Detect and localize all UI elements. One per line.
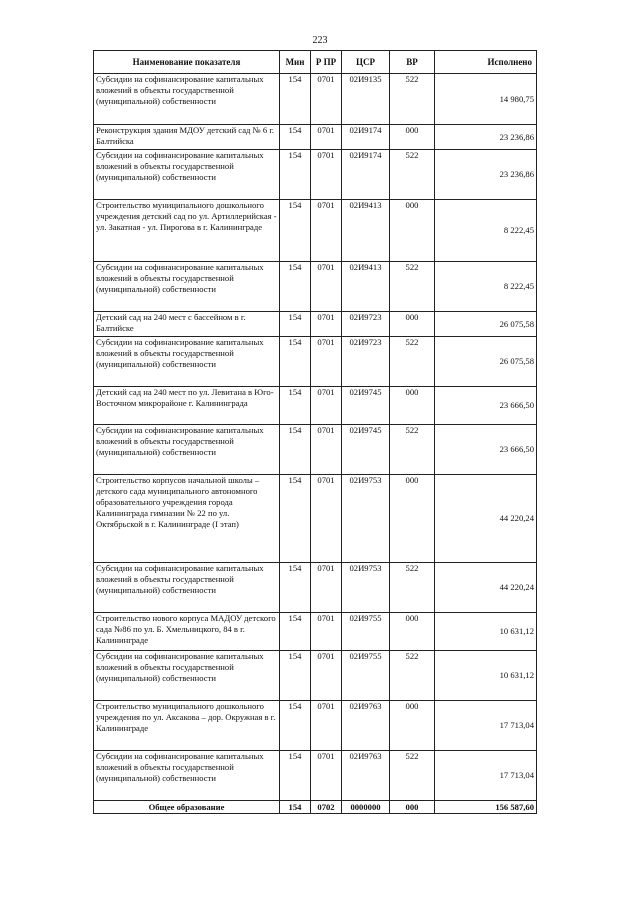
row-rpr: 0701 bbox=[311, 651, 342, 701]
table-row bbox=[94, 701, 537, 751]
total-amount: 156 587,60 bbox=[435, 801, 537, 814]
row-total: 14 980,75 bbox=[435, 74, 537, 125]
row-total: 8 222,45 bbox=[435, 262, 537, 312]
row-rpr: 0701 bbox=[311, 387, 342, 425]
row-min: 154 bbox=[280, 312, 311, 337]
row-total: 44 220,24 bbox=[435, 475, 537, 563]
row-total: 23 666,50 bbox=[435, 387, 537, 425]
row-csr: 02И9753 bbox=[342, 475, 390, 563]
row-min: 154 bbox=[280, 613, 311, 651]
row-csr: 02И9413 bbox=[342, 262, 390, 312]
row-csr: 02И9723 bbox=[342, 337, 390, 387]
row-min: 154 bbox=[280, 150, 311, 200]
row-rpr: 0701 bbox=[311, 262, 342, 312]
row-rpr: 0701 bbox=[311, 150, 342, 200]
row-vr: 000 bbox=[390, 387, 435, 425]
table-row bbox=[94, 337, 537, 387]
row-csr: 02И9755 bbox=[342, 651, 390, 701]
row-name: Строительство корпусов начальной школы – детского сада муниципального автономного образовательного учреждения города Калининграда гимназии № 22 по ул. Октябрьской в г. Калининграде (I этап) bbox=[94, 475, 280, 563]
table-row bbox=[94, 387, 537, 425]
row-rpr: 0701 bbox=[311, 563, 342, 613]
row-min: 154 bbox=[280, 74, 311, 125]
row-total: 17 713,04 bbox=[435, 751, 537, 801]
row-total: 10 631,12 bbox=[435, 651, 537, 701]
row-min: 154 bbox=[280, 262, 311, 312]
budget-table bbox=[93, 50, 537, 814]
row-total: 23 666,50 bbox=[435, 425, 537, 475]
row-total: 10 631,12 bbox=[435, 613, 537, 651]
row-vr: 522 bbox=[390, 150, 435, 200]
row-csr: 02И9745 bbox=[342, 425, 390, 475]
col-header-rpr: Р ПР bbox=[311, 51, 342, 74]
table-row bbox=[94, 563, 537, 613]
total-vr: 000 bbox=[390, 801, 435, 814]
row-csr: 02И9723 bbox=[342, 312, 390, 337]
row-csr: 02И9755 bbox=[342, 613, 390, 651]
row-name: Строительство муниципального дошкольного учреждения по ул. Аксакова – дор. Окружная в г. Калининграде bbox=[94, 701, 280, 751]
row-vr: 522 bbox=[390, 74, 435, 125]
total-rpr: 0702 bbox=[311, 801, 342, 814]
table-row bbox=[94, 475, 537, 563]
table-row bbox=[94, 200, 537, 262]
row-name: Субсидии на софинансирование капитальных вложений в объекты государственной (муниципальной) собственности bbox=[94, 425, 280, 475]
total-min: 154 bbox=[280, 801, 311, 814]
table-row bbox=[94, 74, 537, 125]
total-name: Общее образование bbox=[94, 801, 280, 814]
row-rpr: 0701 bbox=[311, 74, 342, 125]
row-vr: 000 bbox=[390, 125, 435, 150]
row-vr: 522 bbox=[390, 563, 435, 613]
row-vr: 522 bbox=[390, 425, 435, 475]
table-row bbox=[94, 751, 537, 801]
row-min: 154 bbox=[280, 475, 311, 563]
row-total: 26 075,58 bbox=[435, 312, 537, 337]
row-name: Детский сад на 240 мест по ул. Левитана в Юго-Восточном микрорайоне г. Калининграда bbox=[94, 387, 280, 425]
total-row bbox=[94, 801, 537, 814]
row-total: 23 236,86 bbox=[435, 150, 537, 200]
row-name: Строительство муниципального дошкольного учреждения детский сад по ул. Артиллерийская - ул. Закатная - ул. Пирогова в г. Калининграде bbox=[94, 200, 280, 262]
row-min: 154 bbox=[280, 387, 311, 425]
row-min: 154 bbox=[280, 125, 311, 150]
row-min: 154 bbox=[280, 200, 311, 262]
row-min: 154 bbox=[280, 425, 311, 475]
row-total: 26 075,58 bbox=[435, 337, 537, 387]
row-csr: 02И9763 bbox=[342, 751, 390, 801]
table-row bbox=[94, 150, 537, 200]
row-rpr: 0701 bbox=[311, 125, 342, 150]
row-vr: 522 bbox=[390, 751, 435, 801]
row-vr: 000 bbox=[390, 475, 435, 563]
row-name: Субсидии на софинансирование капитальных вложений в объекты государственной (муниципальной) собственности bbox=[94, 563, 280, 613]
row-total: 44 220,24 bbox=[435, 563, 537, 613]
row-csr: 02И9745 bbox=[342, 387, 390, 425]
row-vr: 000 bbox=[390, 613, 435, 651]
row-rpr: 0701 bbox=[311, 751, 342, 801]
col-header-name: Наименование показателя bbox=[94, 51, 280, 74]
row-vr: 000 bbox=[390, 200, 435, 262]
row-vr: 522 bbox=[390, 651, 435, 701]
col-header-csr: ЦСР bbox=[342, 51, 390, 74]
row-name: Субсидии на софинансирование капитальных вложений в объекты государственной (муниципальной) собственности bbox=[94, 262, 280, 312]
row-vr: 000 bbox=[390, 312, 435, 337]
table-row bbox=[94, 651, 537, 701]
row-vr: 522 bbox=[390, 262, 435, 312]
row-csr: 02И9753 bbox=[342, 563, 390, 613]
row-name: Субсидии на софинансирование капитальных вложений в объекты государственной (муниципальной) собственности bbox=[94, 150, 280, 200]
total-csr: 0000000 bbox=[342, 801, 390, 814]
row-csr: 02И9413 bbox=[342, 200, 390, 262]
row-rpr: 0701 bbox=[311, 613, 342, 651]
row-csr: 02И9174 bbox=[342, 150, 390, 200]
row-min: 154 bbox=[280, 651, 311, 701]
row-name: Субсидии на софинансирование капитальных вложений в объекты государственной (муниципальной) собственности bbox=[94, 337, 280, 387]
row-name: Субсидии на софинансирование капитальных вложений в объекты государственной (муниципальной) собственности bbox=[94, 651, 280, 701]
row-rpr: 0701 bbox=[311, 200, 342, 262]
row-vr: 522 bbox=[390, 337, 435, 387]
row-csr: 02И9763 bbox=[342, 701, 390, 751]
row-rpr: 0701 bbox=[311, 425, 342, 475]
row-min: 154 bbox=[280, 337, 311, 387]
table-header-row bbox=[94, 51, 537, 74]
row-total: 23 236,86 bbox=[435, 125, 537, 150]
row-name: Субсидии на софинансирование капитальных вложений в объекты государственной (муниципальной) собственности bbox=[94, 74, 280, 125]
row-name: Субсидии на софинансирование капитальных вложений в объекты государственной (муниципальной) собственности bbox=[94, 751, 280, 801]
row-min: 154 bbox=[280, 563, 311, 613]
table-row bbox=[94, 613, 537, 651]
col-header-total: Исполнено bbox=[435, 51, 537, 74]
table-row bbox=[94, 312, 537, 337]
row-rpr: 0701 bbox=[311, 337, 342, 387]
row-name: Строительство нового корпуса МАДОУ детского сада №86 по ул. Б. Хмельницкого, 84 в г. Калининграде bbox=[94, 613, 280, 651]
row-vr: 000 bbox=[390, 701, 435, 751]
row-total: 8 222,45 bbox=[435, 200, 537, 262]
table-row bbox=[94, 125, 537, 150]
col-header-vr: ВР bbox=[390, 51, 435, 74]
row-name: Реконструкция здания МДОУ детский сад № 6 г. Балтийска bbox=[94, 125, 280, 150]
row-csr: 02И9135 bbox=[342, 74, 390, 125]
table-row bbox=[94, 425, 537, 475]
row-csr: 02И9174 bbox=[342, 125, 390, 150]
row-rpr: 0701 bbox=[311, 312, 342, 337]
row-name: Детский сад на 240 мест с бассейном в г. Балтийске bbox=[94, 312, 280, 337]
row-rpr: 0701 bbox=[311, 475, 342, 563]
row-min: 154 bbox=[280, 751, 311, 801]
row-min: 154 bbox=[280, 701, 311, 751]
col-header-min: Мин bbox=[280, 51, 311, 74]
table-row bbox=[94, 262, 537, 312]
page-number: 223 bbox=[312, 35, 328, 46]
row-rpr: 0701 bbox=[311, 701, 342, 751]
row-total: 17 713,04 bbox=[435, 701, 537, 751]
